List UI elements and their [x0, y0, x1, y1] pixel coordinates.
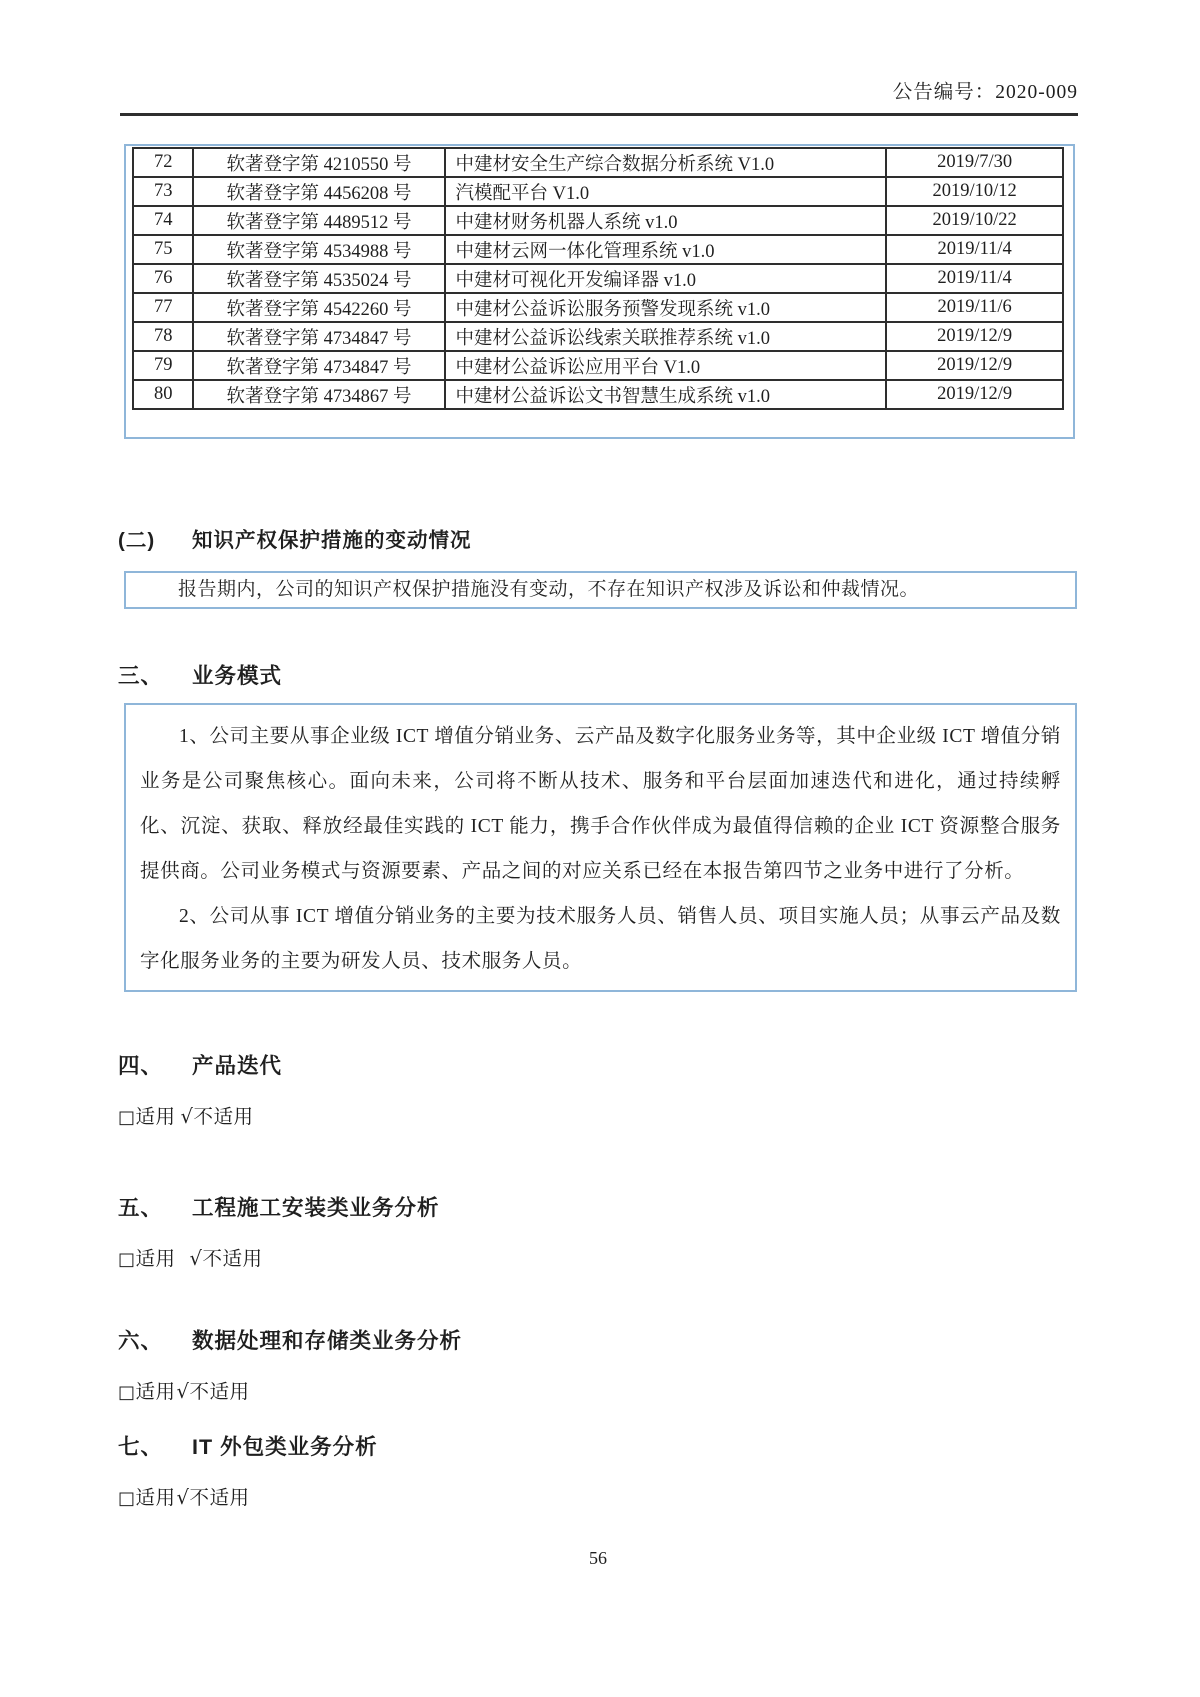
checkmark-icon: √	[189, 1247, 203, 1270]
cell-registration-number: 软著登字第 4456208 号	[193, 177, 444, 206]
table-row	[133, 177, 1063, 206]
section-title: 产品迭代	[192, 1054, 283, 1078]
cell-software-name: 中建材公益诉讼应用平台 V1.0	[445, 351, 887, 380]
business-model-paragraph-1: 1、公司主要从事企业级 ICT 增值分销业务、云产品及数字化服务业务等，其中企业级 ICT 增值分销业务是公司聚焦核心。面向未来，公司将不断从技术、服务和平台层面加速迭代和进化，通过持续孵化、沉淀、获取、释放经最佳实践的 ICT 能力，携手合作伙伴成为最值得信赖的企业 ICT 资源整合服务提供商。公司业务模式与资源要素、产品之间的对应关系已经在本报告第四节之业务中进行了分析。	[140, 726, 1061, 882]
applicable-label: 适用	[135, 1249, 176, 1270]
cell-software-name: 中建材公益诉讼线索关联推荐系统 v1.0	[445, 322, 887, 351]
applicability-line	[118, 1376, 1078, 1404]
section-title: 工程施工安装类业务分析	[192, 1196, 440, 1220]
checkmark-icon: √	[180, 1105, 194, 1128]
not-applicable-label: 不适用	[189, 1382, 250, 1403]
table-row	[133, 293, 1063, 322]
table-row	[133, 148, 1063, 177]
cell-software-name: 中建材可视化开发编译器 v1.0	[445, 264, 887, 293]
section-data-processing-heading	[118, 1324, 1078, 1355]
applicable-label: 适用	[135, 1488, 176, 1509]
cell-registration-number: 软著登字第 4489512 号	[193, 206, 444, 235]
copyright-table-box	[124, 144, 1075, 439]
section-business-model-heading	[118, 659, 1078, 690]
ip-statement-box	[124, 571, 1077, 609]
table-row	[133, 206, 1063, 235]
section-title: IT 外包类业务分析	[192, 1435, 378, 1459]
cell-registration-number: 软著登字第 4734847 号	[193, 322, 444, 351]
cell-register-date: 2019/11/4	[886, 235, 1063, 264]
section-number-label: 三、	[118, 664, 164, 688]
section-number-label: 七、	[118, 1435, 164, 1459]
section-number-label: (二)	[118, 529, 156, 552]
cell-index: 79	[133, 351, 193, 380]
table-row	[133, 351, 1063, 380]
applicability-line	[118, 1101, 1078, 1129]
section-title: 数据处理和存储类业务分析	[192, 1329, 463, 1353]
cell-registration-number: 软著登字第 4734847 号	[193, 351, 444, 380]
business-model-paragraph-2: 2、公司从事 ICT 增值分销业务的主要为技术服务人员、销售人员、项目实施人员；从事云产品及数字化服务业务的主要为研发人员、技术服务人员。	[140, 906, 1061, 972]
business-model-box	[124, 703, 1077, 992]
cell-index: 73	[133, 177, 193, 206]
table-row	[133, 264, 1063, 293]
cell-index: 72	[133, 148, 193, 177]
cell-index: 80	[133, 380, 193, 409]
section-number-label: 六、	[118, 1329, 164, 1353]
table-row	[133, 235, 1063, 264]
cell-index: 77	[133, 293, 193, 322]
applicability-line	[118, 1482, 1078, 1510]
checkmark-icon: √	[176, 1380, 190, 1403]
cell-index: 78	[133, 322, 193, 351]
section-ip-heading	[118, 523, 1078, 553]
cell-register-date: 2019/10/22	[886, 206, 1063, 235]
cell-register-date: 2019/11/6	[886, 293, 1063, 322]
checkbox-unchecked-icon: □	[118, 1488, 136, 1509]
table-row	[133, 380, 1063, 409]
applicable-label: 适用	[135, 1107, 176, 1128]
software-copyright-table	[132, 147, 1064, 410]
checkmark-icon: √	[176, 1486, 190, 1509]
section-it-outsourcing-heading	[118, 1430, 1078, 1461]
cell-software-name: 中建材财务机器人系统 v1.0	[445, 206, 887, 235]
section-product-iteration-heading	[118, 1049, 1078, 1080]
cell-registration-number: 软著登字第 4542260 号	[193, 293, 444, 322]
cell-register-date: 2019/7/30	[886, 148, 1063, 177]
cell-software-name: 中建材云网一体化管理系统 v1.0	[445, 235, 887, 264]
applicable-label: 适用	[135, 1382, 176, 1403]
cell-software-name: 中建材安全生产综合数据分析系统 V1.0	[445, 148, 887, 177]
checkbox-unchecked-icon: □	[118, 1249, 136, 1270]
cell-register-date: 2019/12/9	[886, 380, 1063, 409]
cell-register-date: 2019/12/9	[886, 351, 1063, 380]
header-rule	[120, 113, 1078, 116]
not-applicable-label: 不适用	[202, 1249, 263, 1270]
checkbox-unchecked-icon: □	[118, 1382, 136, 1403]
cell-register-date: 2019/10/12	[886, 177, 1063, 206]
ip-statement-text: 报告期内，公司的知识产权保护措施没有变动，不存在知识产权涉及诉讼和仲裁情况。	[178, 579, 920, 600]
cell-register-date: 2019/12/9	[886, 322, 1063, 351]
applicability-line	[118, 1243, 1078, 1271]
page-number: 56	[589, 1548, 607, 1568]
cell-index: 76	[133, 264, 193, 293]
cell-registration-number: 软著登字第 4210550 号	[193, 148, 444, 177]
cell-registration-number: 软著登字第 4535024 号	[193, 264, 444, 293]
cell-registration-number: 软著登字第 4534988 号	[193, 235, 444, 264]
section-title: 业务模式	[192, 664, 283, 688]
cell-register-date: 2019/11/4	[886, 264, 1063, 293]
section-title: 知识产权保护措施的变动情况	[192, 529, 472, 552]
checkbox-unchecked-icon: □	[118, 1107, 136, 1128]
section-number-label: 五、	[118, 1196, 164, 1220]
cell-software-name: 汽模配平台 V1.0	[445, 177, 887, 206]
cell-software-name: 中建材公益诉讼文书智慧生成系统 v1.0	[445, 380, 887, 409]
cell-software-name: 中建材公益诉讼服务预警发现系统 v1.0	[445, 293, 887, 322]
cell-index: 75	[133, 235, 193, 264]
section-construction-heading	[118, 1191, 1078, 1222]
cell-index: 74	[133, 206, 193, 235]
cell-registration-number: 软著登字第 4734867 号	[193, 380, 444, 409]
not-applicable-label: 不适用	[189, 1488, 250, 1509]
section-number-label: 四、	[118, 1054, 164, 1078]
table-row	[133, 322, 1063, 351]
not-applicable-label: 不适用	[193, 1107, 254, 1128]
header-notice-number: 公告编号：2020-009	[892, 82, 1078, 103]
